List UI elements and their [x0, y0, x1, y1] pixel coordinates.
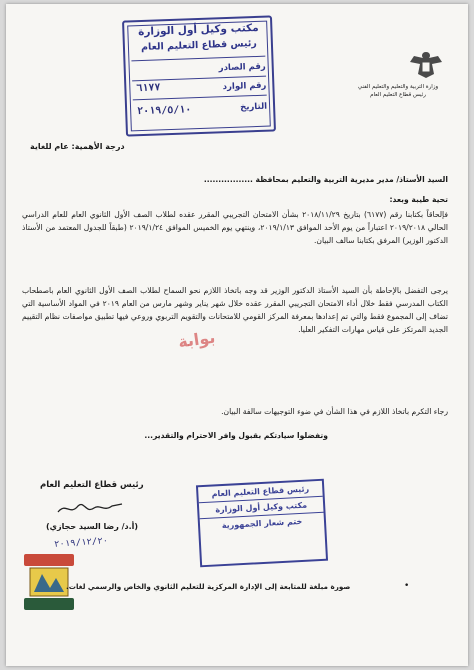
request-line: رجاء التكرم باتخاذ اللازم في هذا الشأن في ضوء التوجيهات سالفة البيان. — [221, 407, 448, 416]
closing-line: وتفضلوا سيادتكم بقبول وافر الاحترام والتقدير... — [144, 431, 328, 440]
ministry-line2: رئيس قطاع التعليم العام — [370, 91, 426, 98]
stamp-subtitle: رئيس قطاع التعليم العام — [140, 37, 257, 54]
eagle-emblem-icon — [406, 48, 446, 82]
signature-date: ٢٠١٩/١٢/٢٠ — [53, 536, 109, 550]
signatory-name: (أ.د/ رضا السيد حجازي) — [46, 522, 139, 531]
stamp-title: مكتب وكيل أول الوزارة — [137, 21, 259, 39]
paragraph-1: فإلحاقاً بكتابنا رقم (٦١٧٧) بتاريخ ٢٠١٨/١١/٢٩ بشأن الامتحان التجريبي المقرر عقده لطلاب الصف الأول الثانوي العام للعام الدراسي الحالي ٢٠١٩/٢٠١٨ اعتباراً من يوم الأحد الموافق ٢٠١٩/١/١٣، وينتهي يوم الخميس الموافق ٢٠١٩/١/٢٤ (طبقاً للجدول المعتمد من الأستاذ الدكتور الوزير) المرفق بكتابنا سالف البيان. — [22, 210, 448, 245]
stamp-date-label: التاريخ — [239, 101, 268, 113]
cc-line: صورة مبلغة للمتابعة إلى الإدارة المركزية للتعليم الثانوي والخاص والرسمي لغات. — [66, 582, 351, 591]
stamp-out-label: رقم الصادر — [218, 61, 266, 74]
watermark: بوابة — [176, 327, 217, 352]
stamp-date-value: ٢٠١٩/٥/١٠ — [137, 104, 192, 118]
stamp-in-label: رقم الوارد — [222, 80, 267, 93]
paragraph-2: يرجى التفضل بالإحاطة بأن السيد الأستاذ الدكتور الوزير قد وجه باتخاذ اللازم نحو السماح لطلاب الصف الأول الثانوي العام باصطحاب الكتاب المدرسي فقط خلال أداء الامتحان التجريبي المقرر عقده خلال شهر يناير وشهر مارس من العام ٢٠١٩ في المواد الأساسية التي تضاف إلى المجموع فقط والتي تم إعدادها بمعرفة المركز القومي للامتحانات والتقويم التربوي وروعي فيها تطبيق مواصفات نظام التقييم الجديد المرتكز على قياس مهارات التفكير العليا. — [22, 286, 448, 334]
ministry-line1: وزارة التربية والتعليم والتعليم الفني — [357, 84, 439, 90]
addressee: السيد الأستاذ/ مدير مديرية التربية والتعليم بمحافظة ................. — [203, 175, 448, 184]
signature-title: رئيس قطاع التعليم العام — [40, 480, 144, 490]
handwritten-signature — [56, 498, 126, 522]
seal-line2: مكتب وكيل أول الوزارة — [199, 497, 324, 519]
greeting: تحية طيبة وبعد: — [389, 195, 448, 204]
office-stamp — [122, 15, 276, 136]
stamp-in-value: ٦١٧٧ — [136, 82, 161, 95]
official-seal — [196, 479, 328, 568]
bullet-icon: • — [404, 581, 410, 591]
document-page — [6, 4, 468, 666]
seal-line1: رئيس قطاع التعليم العام — [198, 481, 323, 503]
ministry-name — [338, 84, 458, 99]
seal-line3: ختم شعار الجمهورية — [221, 516, 303, 531]
importance-level: درجة الأهمية: عام للغاية — [30, 142, 125, 151]
